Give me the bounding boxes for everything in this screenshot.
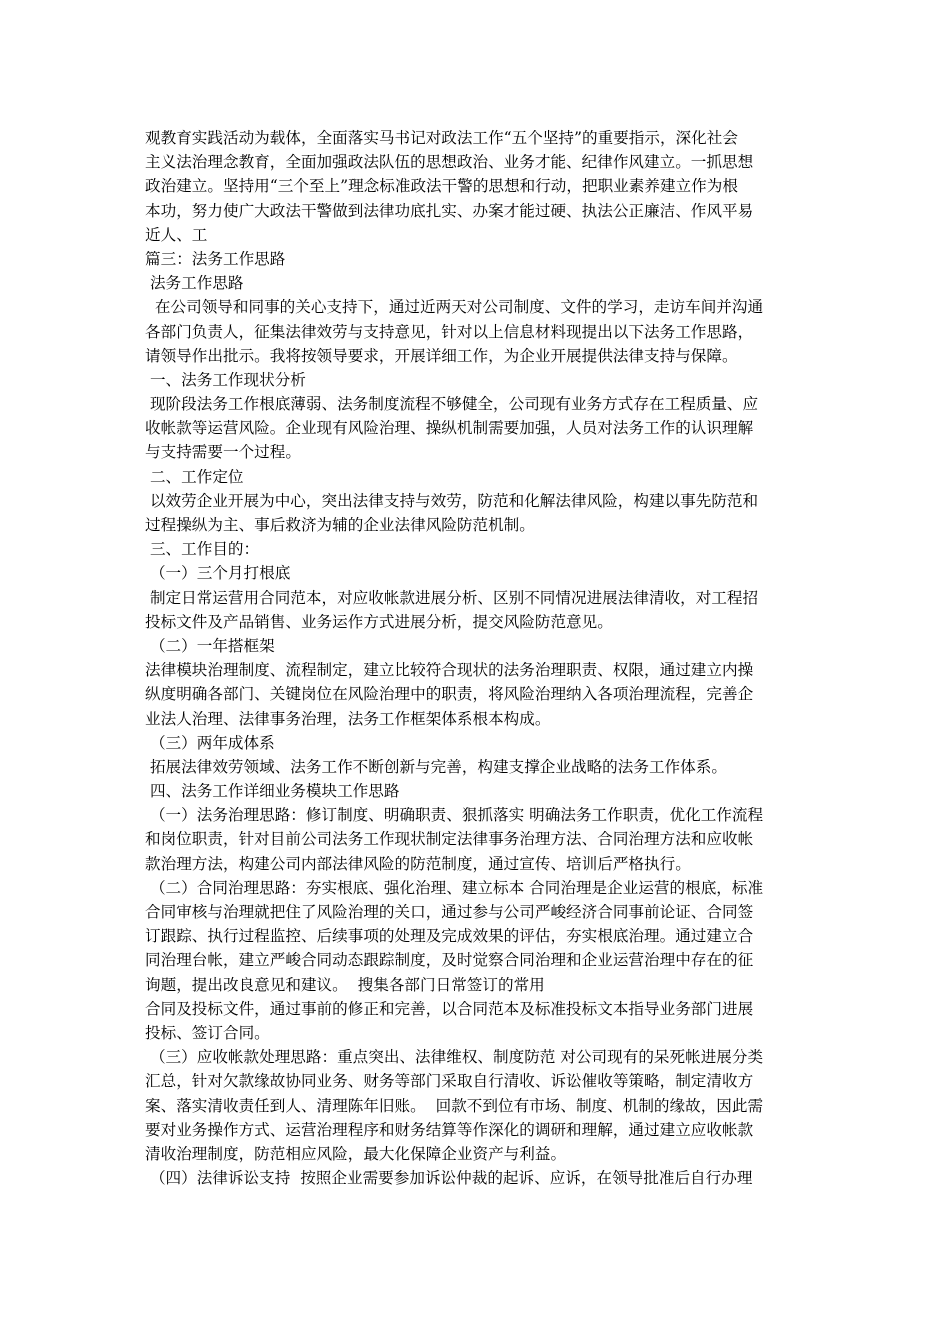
text-line: 清收治理制度，防范相应风险，最大化保障企业资产与利益。 xyxy=(145,1144,567,1163)
text-line: 合同审核与治理就把住了风险治理的关口，通过参与公司严峻经济合同事前论证、合同签 xyxy=(145,903,754,921)
text-line: 法务工作思路 xyxy=(145,274,244,293)
text-line: 各部门负责人，征集法律效劳与支持意见，针对以上信息材料现提出以下法务工作思路， xyxy=(145,322,754,341)
text-line: 同治理台帐，建立严峻合同动态跟踪制度，及时觉察合同治理和企业运营治理中存在的征 xyxy=(145,951,754,970)
text-line: 和岗位职责，针对目前公司法务工作现状制定法律事务治理方法、合同治理方法和应收帐 xyxy=(145,830,754,849)
text-line: 订跟踪、执行过程监控、后续事项的处理及完成效果的评估，夯实根底治理。通过建立合 xyxy=(145,927,754,946)
text-line: 请领导作出批示。我将按领导要求，开展详细工作，为企业开展提供法律支持与保障。 xyxy=(145,346,738,365)
text-line: 拓展法律效劳领域、法务工作不断创新与完善，构建支撑企业战略的法务工作体系。 xyxy=(145,757,727,776)
text-line: （三）两年成体系 xyxy=(145,733,275,752)
text-line: 观教育实践活动为载体，全面落实马书记对政法工作“五个坚持”的重要指示，深化社会 xyxy=(145,129,738,147)
text-line: （一）法务治理思路：修订制度、明确职责、狠抓落实 明确法务工作职责，优化工作流程 xyxy=(145,806,764,825)
text-line: 主义法治理念教育，全面加强政法队伍的思想政治、业务才能、纪律作风建立。一抓思想 xyxy=(145,153,754,172)
text-line: 业法人治理、法律事务治理，法务工作框架体系根本构成。 xyxy=(145,709,551,728)
text-line: 制定日常运营用合同范本，对应收帐款进展分析、区别不同情况进展法律清收，对工程招 xyxy=(145,588,759,607)
text-line: （三）应收帐款处理思路：重点突出、法律维权、制度防范 对公司现有的呆死帐进展分类 xyxy=(145,1048,764,1067)
text-line: 收帐款等运营风险。企业现有风险治理、操纵机制需要加强，人员对法务工作的认识理解 xyxy=(145,419,754,438)
text-line: 投标文件及产品销售、业务运作方式进展分析，提交风险防范意见。 xyxy=(145,612,613,631)
text-line: 本功，努力使广大政法干警做到法律功底扎实、办案才能过硬、执法公正廉洁、作风平易 xyxy=(145,201,754,220)
text-line: （一）三个月打根底 xyxy=(145,564,291,583)
text-line: 款治理方法，构建公司内部法律风险的防范制度，通过宣传、培训后严格执行。 xyxy=(145,854,691,873)
text-line: 询题，提出改良意见和建议。 搜集各部门日常签订的常用 xyxy=(145,975,545,994)
text-line: 以效劳企业开展为中心，突出法律支持与效劳，防范和化解法律风险，构建以事先防范和 xyxy=(145,491,759,510)
text-line: 过程操纵为主、事后救济为辅的企业法律风险防范机制。 xyxy=(145,516,535,534)
text-line: 法律模块治理制度、流程制定，建立比较符合现状的法务治理职责、权限，通过建立内操 xyxy=(145,661,754,680)
text-line: 合同及投标文件，通过事前的修正和完善，以合同范本及标准投标文本指导业务部门进展 xyxy=(145,999,754,1018)
text-line: （四）法律诉讼支持 按照企业需要参加诉讼仲裁的起诉、应诉，在领导批准后自行办理 xyxy=(145,1169,753,1188)
text-line: 要对业务操作方式、运营治理程序和财务结算等作深化的调研和理解，通过建立应收帐款 xyxy=(145,1120,754,1139)
text-line: 一、法务工作现状分析 xyxy=(145,370,306,389)
text-line: 二、工作定位 xyxy=(145,467,244,486)
text-line: 政治建立。坚持用“三个至上”理念标准政法干警的思想和行动，把职业素养建立作为根 xyxy=(145,177,738,196)
text-line: （二）合同治理思路：夯实根底、强化治理、建立标本 合同治理是企业运营的根底，标准 xyxy=(145,878,764,897)
text-line: 案、落实清收责任到人、清理陈年旧账。 回款不到位有市场、制度、机制的缘故，因此需 xyxy=(145,1096,764,1115)
text-line: 投标、签订合同。 xyxy=(145,1023,270,1042)
text-line: （二）一年搭框架 xyxy=(145,636,275,655)
text-line: 与支持需要一个过程。 xyxy=(145,443,301,462)
text-line: 四、法务工作详细业务模块工作思路 xyxy=(145,782,400,801)
text-line: 现阶段法务工作根底薄弱、法务制度流程不够健全，公司现有业务方式存在工程质量、应 xyxy=(145,395,759,414)
text-line: 汇总，针对欠款缘故协同业务、财务等部门采取自行清收、诉讼催收等策略，制定清收方 xyxy=(145,1072,754,1091)
text-line: 近人、工 xyxy=(145,225,208,244)
text-line: 纵度明确各部门、关键岗位在风险治理中的职责，将风险治理纳入各项治理流程，完善企 xyxy=(145,685,754,704)
text-line: 在公司领导和同事的关心支持下，通过近两天对公司制度、文件的学习，走访车间并沟通 xyxy=(145,298,764,317)
text-line: 三、工作目的： xyxy=(145,540,260,559)
text-line: 篇三：法务工作思路 xyxy=(145,249,286,268)
document-body xyxy=(145,126,815,1190)
